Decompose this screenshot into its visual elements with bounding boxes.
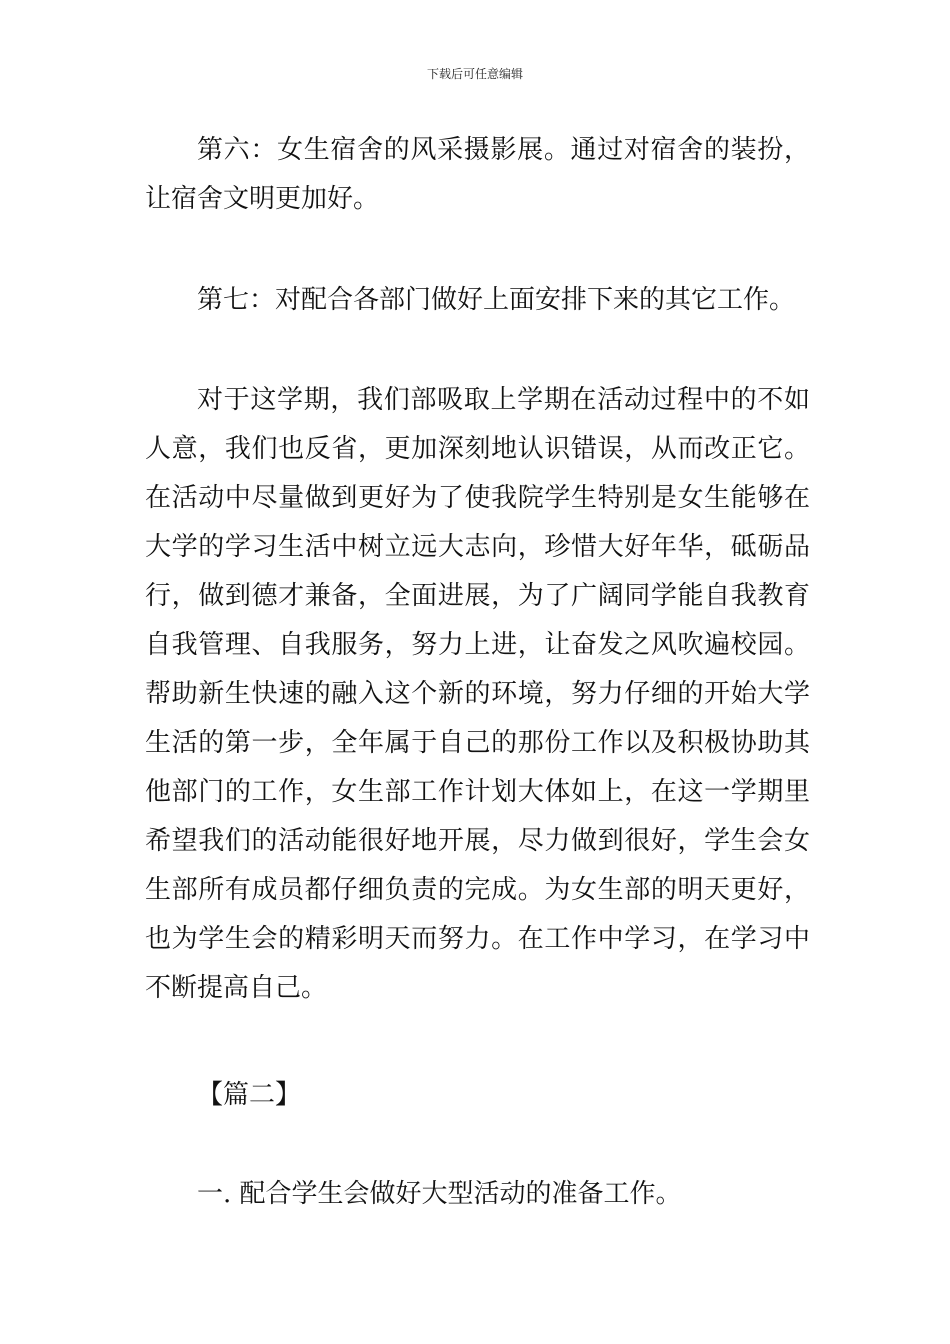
paragraph-item-one: 一. 配合学生会做好大型活动的准备工作。 bbox=[197, 1179, 682, 1209]
paragraph-sixth-item: 第六：女生宿舍的风采摄影展。通过对宿舍的装扮，让宿舍文明更加好。 bbox=[145, 135, 810, 214]
paragraph-semester-summary: 对于这学期，我们部吸取上学期在活动过程中的不如人意，我们也反省，更加深刻地认识错误，从而改正它。在活动中尽量做到更好为了使我院学生特别是女生能够在大学的学习生活中树立远大志向，珍惜大好年华，砥砺品行，做到德才兼备，全面进展，为了广阔同学能自我教育自我管理、自我服务，努力上进，让奋发之风吹遍校园。帮助新生快速的融入这个新的环境，努力仔细的开始大学生活的第一步，全年属于自己的那份工作以及积极协助其他部门的工作，女生部工作计划大体如上，在这一学期里希望我们的活动能很好地开展，尽力做到很好，学生会女生部所有成员都仔细负责的完成。为女生部的明天更好，也为学生会的精彩明天而努力。在工作中学习，在学习中不断提高自己。 bbox=[145, 385, 810, 1003]
section-heading-part-two: 【篇二】 bbox=[197, 1080, 302, 1110]
page-header-note: 下载后可任意编辑 bbox=[426, 67, 523, 81]
paragraph-seventh-item: 第七：对配合各部门做好上面安排下来的其它工作。 bbox=[197, 285, 796, 315]
